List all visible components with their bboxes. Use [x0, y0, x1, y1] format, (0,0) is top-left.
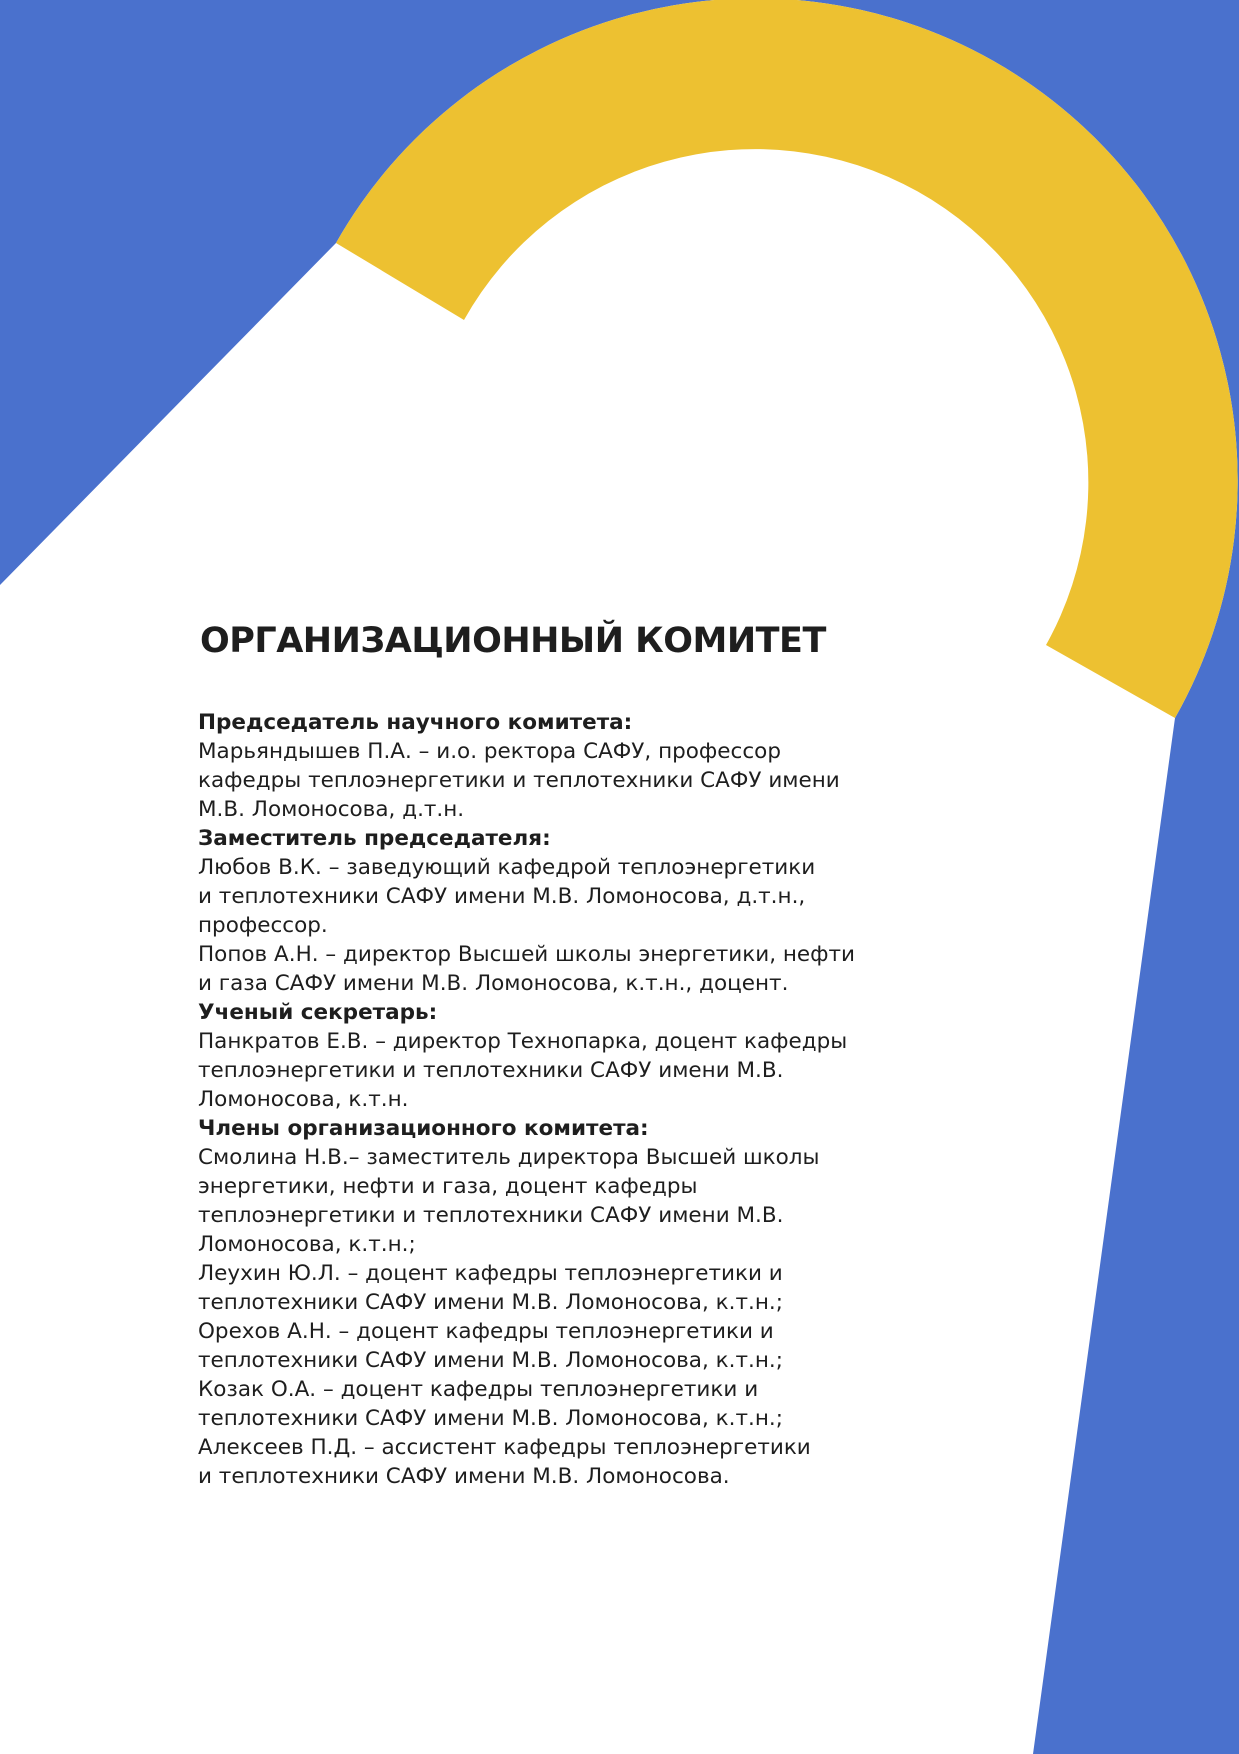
- member-text-line: Марьяндышев П.А. – и.о. ректора САФУ, профессор: [198, 739, 781, 764]
- member-text-line: Любов В.К. – заведующий кафедрой теплоэнергетики: [198, 855, 816, 880]
- section-heading: Члены организационного комитета:: [198, 1116, 649, 1141]
- member-text-line: Козак О.А. – доцент кафедры теплоэнергетики и: [198, 1377, 759, 1402]
- page-title: ОРГАНИЗАЦИОННЫЙ КОМИТЕТ: [200, 621, 826, 661]
- member-text-line: Попов А.Н. – директор Высшей школы энергетики, нефти: [198, 942, 856, 967]
- member-text-line: Орехов А.Н. – доцент кафедры теплоэнергетики и: [198, 1319, 774, 1344]
- section-heading: Ученый секретарь:: [198, 1000, 438, 1025]
- member-text-line: кафедры теплоэнергетики и теплотехники САФУ имени: [198, 768, 840, 793]
- member-text-line: теплоэнергетики и теплотехники САФУ имени М.В.: [198, 1058, 784, 1083]
- committee-sections: [198, 708, 958, 1491]
- committee-section: [198, 708, 958, 824]
- member-text-line: профессор.: [198, 913, 328, 938]
- section-heading: Председатель научного комитета:: [198, 710, 633, 735]
- member-text-line: теплотехники САФУ имени М.В. Ломоносова, к.т.н.;: [198, 1406, 783, 1431]
- member-text-line: теплоэнергетики и теплотехники САФУ имени М.В.: [198, 1203, 784, 1228]
- section-heading: Заместитель председателя:: [198, 826, 551, 851]
- organizing-committee-block: [198, 612, 958, 1491]
- member-text-line: Ломоносова, к.т.н.: [198, 1087, 409, 1112]
- member-text-line: и теплотехники САФУ имени М.В. Ломоносова, д.т.н.,: [198, 884, 806, 909]
- member-text-line: Леухин Ю.Л. – доцент кафедры теплоэнергетики и: [198, 1261, 783, 1286]
- member-text-line: Ломоносова, к.т.н.;: [198, 1232, 416, 1257]
- member-text-line: и газа САФУ имени М.В. Ломоносова, к.т.н., доцент.: [198, 971, 789, 996]
- member-text-line: М.В. Ломоносова, д.т.н.: [198, 797, 465, 822]
- committee-section: [198, 998, 958, 1114]
- committee-section: [198, 824, 958, 998]
- committee-section: [198, 1114, 958, 1491]
- member-text-line: и теплотехники САФУ имени М.В. Ломоносова.: [198, 1464, 730, 1489]
- member-text-line: энергетики, нефти и газа, доцент кафедры: [198, 1174, 698, 1199]
- member-text-line: теплотехники САФУ имени М.В. Ломоносова, к.т.н.;: [198, 1348, 783, 1373]
- member-text-line: Алексеев П.Д. – ассистент кафедры теплоэнергетики: [198, 1435, 811, 1460]
- member-text-line: теплотехники САФУ имени М.В. Ломоносова, к.т.н.;: [198, 1290, 783, 1315]
- member-text-line: Смолина Н.В.– заместитель директора Высшей школы: [198, 1145, 820, 1170]
- member-text-line: Панкратов Е.В. – директор Технопарка, доцент кафедры: [198, 1029, 848, 1054]
